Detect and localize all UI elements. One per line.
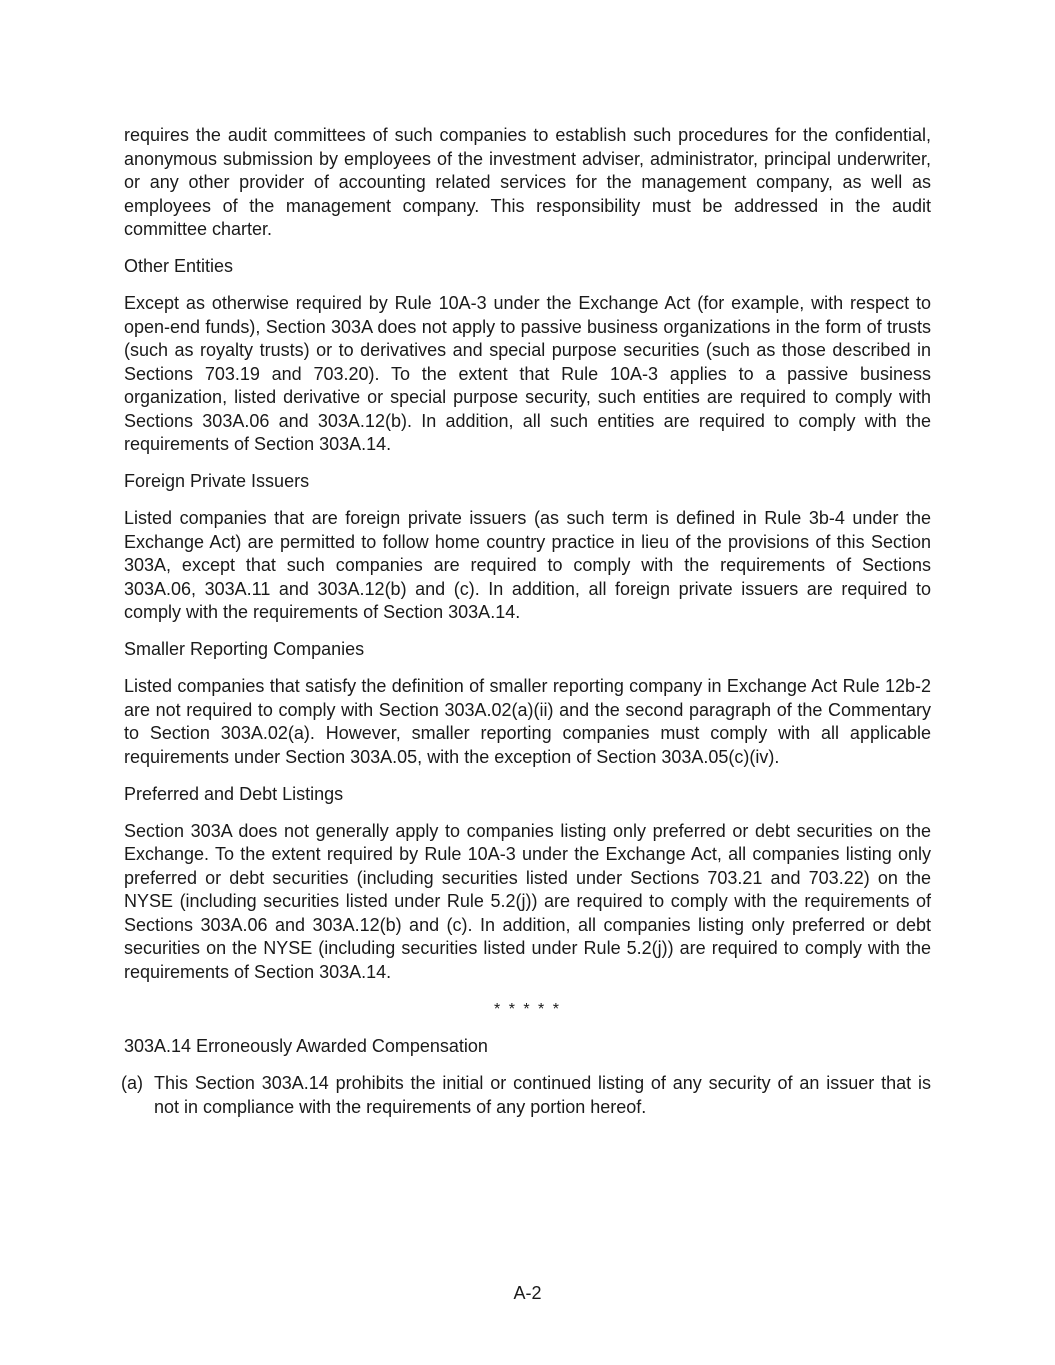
section-heading: Preferred and Debt Listings [124, 783, 344, 804]
document-page [121, 124, 931, 1119]
page-number: A-2 [513, 1283, 542, 1303]
section-body: Listed companies that are foreign private issuers (as such term is defined in Rule 3b-4 under the Exchange Act) are permitted to follow home country practice in lieu of the provisions of this Section 303A, except that such companies are required to comply with the requirements of Sections 303A.06, 303A.11 and 303A.12(b) and (c). In addition, all foreign private issuers are required to comply with the requirements of Section 303A.14. [124, 508, 931, 622]
section-heading: Other Entities [124, 256, 234, 276]
section-heading: Smaller Reporting Companies [124, 639, 365, 659]
intro-paragraph: requires the audit committees of such companies to establish such procedures for the confidential, anonymous submission by employees of the investment adviser, administrator, principal underwriter, or any other provider of accounting related services for the management company, as well as employees of the management company. This responsibility must be addressed in the audit committee charter. [124, 125, 931, 239]
section-other-entities [124, 255, 931, 457]
section-body: Except as otherwise required by Rule 10A-3 under the Exchange Act (for example, with respect to open-end funds), Section 303A does not apply to passive business organizations in the form of trusts (such as royalty trusts) or to derivatives and special purpose securities (such as those described in Sections 703.19 and 703.20). To the extent that Rule 10A-3 applies to a passive business organization, listed derivative or special purpose security, such entities are required to comply with Sections 303A.06 and 303A.12(b). In addition, all such entities are required to comply with the requirements of Section 303A.14. [124, 293, 931, 454]
section-separator: * * * * * [494, 1000, 561, 1018]
section-smaller-reporting-companies [124, 638, 931, 769]
list-marker: (a) [121, 1073, 143, 1093]
list-item-text: This Section 303A.14 prohibits the initial or continued listing of any security of an issuer that is not in compliance with the requirements of any portion hereof. [154, 1073, 931, 1117]
section-heading: 303A.14 Erroneously Awarded Compensation [124, 1036, 488, 1056]
section-body: Listed companies that satisfy the definition of smaller reporting company in Exchange Act Rule 12b-2 are not required to comply with Section 303A.02(a)(ii) and the second paragraph of the Commentary to Section 303A.02(a). However, smaller reporting companies must comply with all applicable requirements under Section 303A.05, with the exception of Section 303A.05(c)(iv). [124, 676, 931, 767]
section-heading: Foreign Private Issuers [124, 471, 310, 491]
section-body: Section 303A does not generally apply to companies listing only preferred or debt securities on the Exchange. To the extent required by Rule 10A-3 under the Exchange Act, all companies listing only preferred or debt securities (including securities listed under Sections 703.21 and 703.22) on the NYSE (including securities listed under Rule 5.2(j)) are required to comply with the requirements of Sections 303A.06 and 303A.12(b) and (c). In addition, all companies listing only preferred or debt securities on the NYSE (including securities listed under Rule 5.2(j)) are required to comply with the requirements of Section 303A.14. [124, 820, 931, 982]
section-foreign-private-issuers [124, 470, 931, 625]
section-preferred-and-debt-listings [124, 783, 931, 985]
list-item [121, 1072, 931, 1119]
section-303a14 [121, 1035, 931, 1119]
